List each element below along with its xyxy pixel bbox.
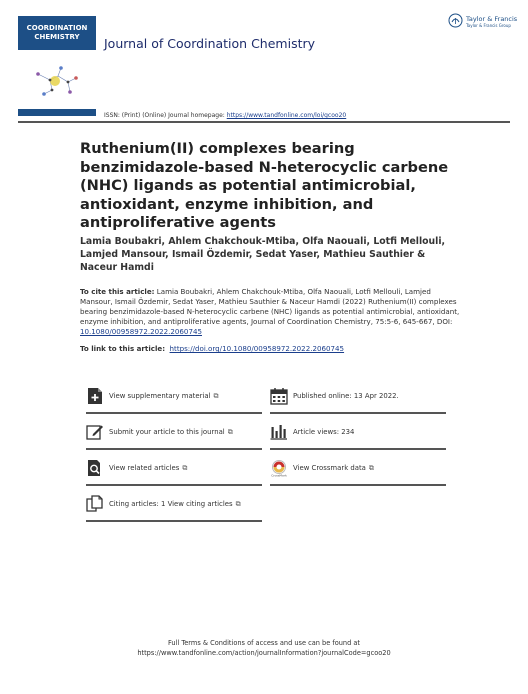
page-footer (0, 639, 528, 658)
citation-block (80, 287, 460, 337)
calendar-icon (270, 387, 288, 405)
citation-text: Lamia Boubakri, Ahlem Chakchouk-Mtiba, Olfa Naouali, Lotfi Mellouli, Lamjed Mansour, Ismail Özdemir, Sedat Yaser, Mathieu Sauthier & Naceur Hamdi (2022) Ruthenium(II) complexes bearing benzimidazole-based N-heterocyclic carbene (NHC) ligands as potential antimicrobial, antioxidant, enzyme inhibition, and antiproliferative agents, Journal of Coordination Chemistry, 75:5-6, 645-667, DOI: (80, 287, 460, 326)
supplementary-file-icon (86, 387, 104, 405)
footer-terms-text: Full Terms & Conditions of access and use can be found at (167, 639, 361, 647)
action-divider (86, 484, 262, 486)
journal-cover-thumbnail[interactable] (18, 16, 96, 116)
article-title: Ruthenium(II) complexes bearing benzimidazole-based N-heterocyclic carbene (NHC) ligands as potential antimicrobial, antioxidant, enzyme inhibition, and antiproliferative agents (80, 140, 449, 231)
submit-article-label: Submit your article to this journal (109, 428, 225, 436)
published-online-label: Published online: 13 Apr 2022. (293, 392, 399, 400)
view-related-articles[interactable] (86, 457, 264, 485)
journal-title[interactable]: Journal of Coordination Chemistry (104, 36, 316, 51)
action-divider (270, 412, 446, 414)
crossmark-icon (270, 459, 288, 477)
external-link-icon: ⧉ (227, 428, 233, 436)
publisher-name: Taylor & Francis (466, 15, 518, 23)
article-authors: Lamia Boubakri, Ahlem Chakchouk-Mtiba, Olfa Naouali, Lotfi Mellouli, Lamjed Mansour, Ismail Özdemir, Sedat Yaser, Mathieu Sauthier & Naceur Hamdi (80, 236, 446, 273)
cover-bottom-band (18, 109, 96, 116)
view-citing-articles[interactable] (86, 493, 264, 521)
citing-articles-icon (86, 495, 104, 513)
submit-article-button[interactable] (86, 421, 264, 449)
bar-chart-icon (270, 423, 288, 441)
external-link-icon: ⧉ (182, 464, 188, 472)
action-divider (86, 412, 262, 414)
citation-label: To cite this article: (80, 287, 155, 296)
publisher-logo[interactable] (448, 12, 518, 34)
journal-homepage-link[interactable]: https://www.tandfonline.com/loi/gcoo20 (226, 112, 347, 119)
action-divider (86, 448, 262, 450)
external-link-icon: ⧉ (368, 464, 374, 472)
article-link-block (80, 344, 460, 353)
citation-doi-link[interactable]: 10.1080/00958972.2022.2060745 (80, 327, 202, 336)
crossmark-label: View Crossmark data (293, 464, 366, 472)
article-link-label: To link to this article: (80, 344, 166, 353)
article-views-info (270, 421, 448, 449)
action-divider (86, 520, 262, 522)
cover-title-line2: CHEMISTRY (34, 33, 80, 41)
edit-pencil-icon (86, 423, 104, 441)
header-divider (18, 121, 510, 123)
crossmark-badge-text: CrossMark (271, 473, 287, 477)
cover-molecule-illustration (28, 62, 86, 102)
view-supplementary-material[interactable] (86, 385, 264, 413)
external-link-icon: ⧉ (213, 392, 219, 400)
article-views-label: Article views: 234 (293, 428, 355, 436)
cover-title-line1: COORDINATION (26, 24, 88, 32)
view-crossmark-data[interactable] (270, 457, 448, 485)
related-articles-search-icon (86, 459, 104, 477)
action-divider (270, 484, 446, 486)
supplementary-label: View supplementary material (109, 392, 211, 400)
action-divider (270, 448, 446, 450)
footer-terms-link[interactable]: https://www.tandfonline.com/action/journalInformation?journalCode=gcoo20 (137, 648, 391, 657)
publisher-tagline: Taylor & Francis Group (466, 23, 511, 28)
article-doi-link[interactable]: https://doi.org/10.1080/00958972.2022.2060745 (169, 344, 345, 353)
external-link-icon: ⧉ (235, 500, 241, 508)
citing-articles-label: Citing articles: 1 View citing articles (109, 500, 233, 508)
issn-homepage-line (104, 112, 346, 119)
related-articles-label: View related articles (109, 464, 180, 472)
issn-label: ISSN: (Print) (Online) Journal homepage: (104, 112, 227, 119)
published-online-info (270, 385, 448, 413)
taylor-francis-emblem-icon (448, 13, 463, 28)
